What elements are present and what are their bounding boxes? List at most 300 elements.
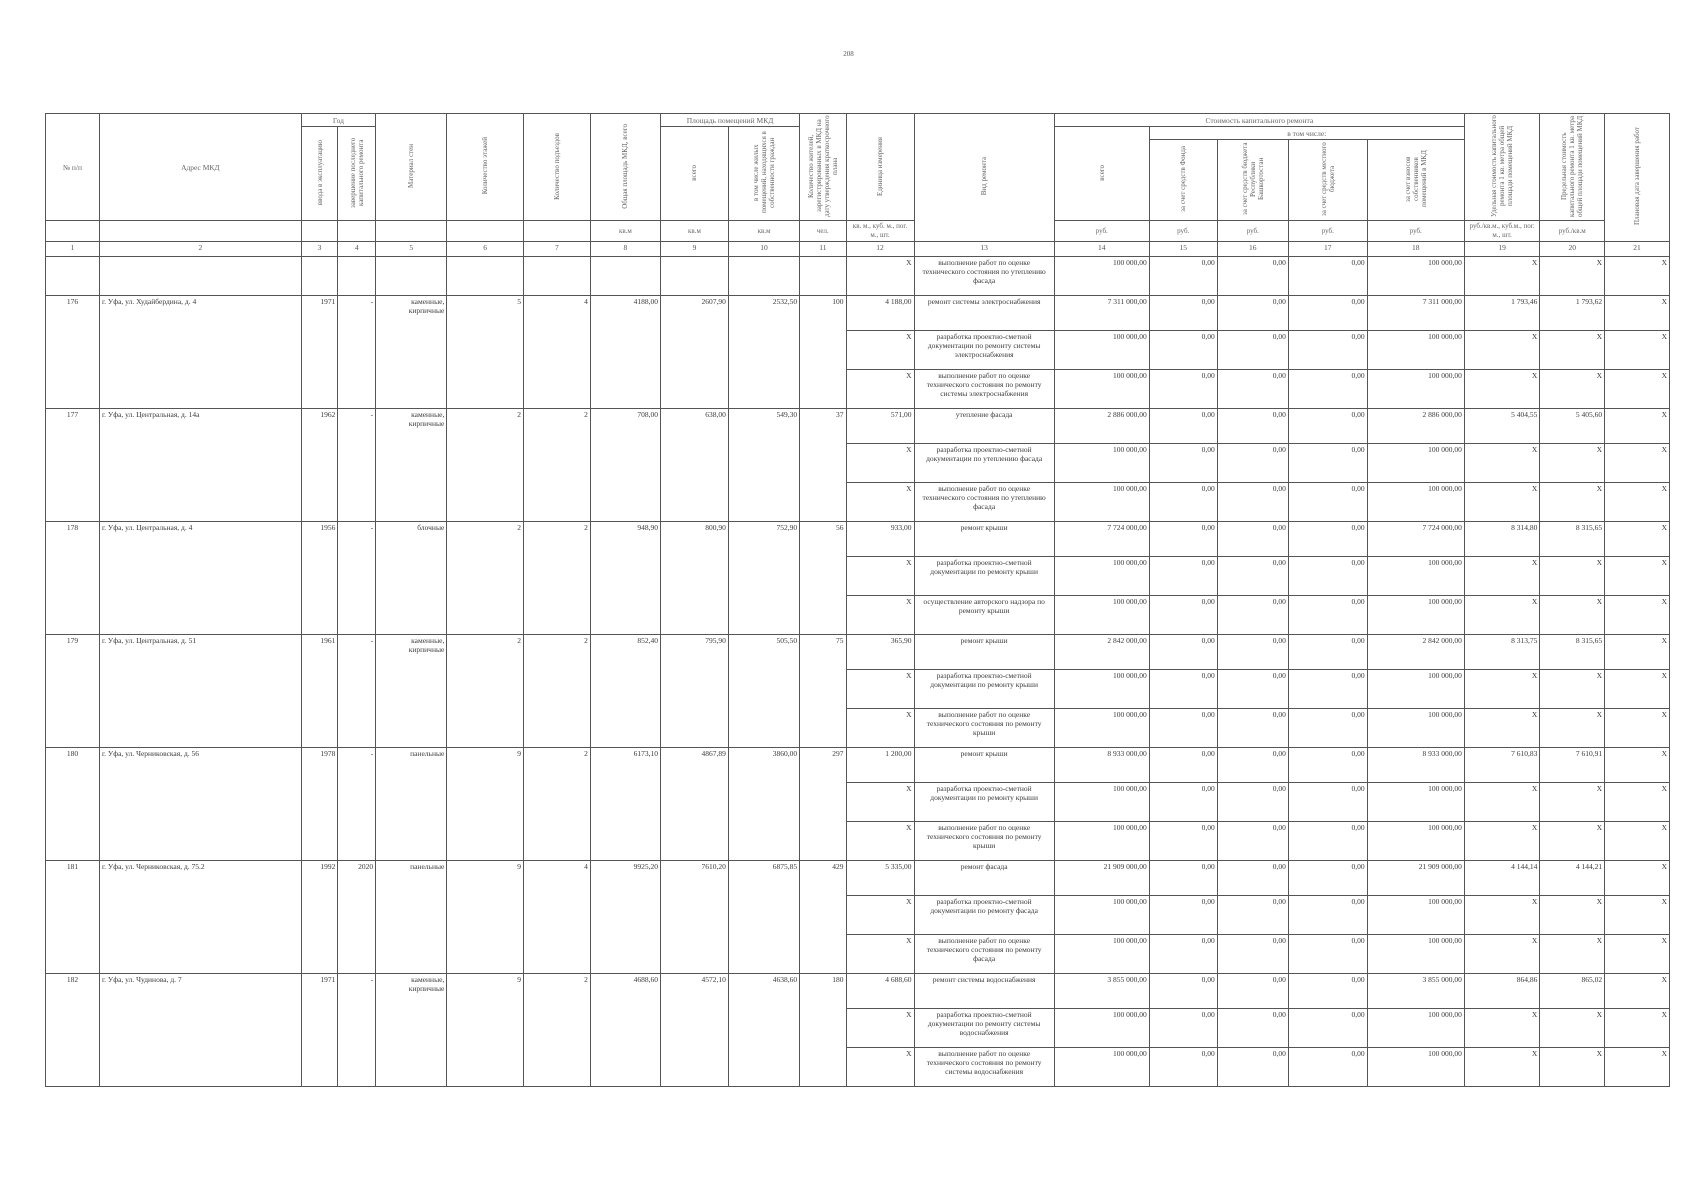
building-year: 1962 [301,409,338,522]
planned-date: X [1605,748,1670,783]
building-year: 1992 [301,861,338,974]
limit-cost: X [1540,1009,1605,1048]
cost-republic: 0,00 [1217,783,1288,822]
table-header [46,114,1670,257]
building-total-area: 948,90 [590,522,660,635]
building-floors: 2 [447,635,524,748]
building-residents: 429 [800,861,846,974]
cost-local: 0,00 [1288,444,1367,483]
building-last-repair: - [338,748,376,861]
planned-date: X [1605,257,1670,296]
building-residents: 56 [800,522,846,635]
work-unit-value: X [846,783,914,822]
col-number: 18 [1367,242,1464,257]
building-material: каменные, кирпичные [376,635,447,748]
cost-owners: 100 000,00 [1367,444,1464,483]
building-premises-area: 795,90 [660,635,728,748]
building-entrances: 2 [523,974,590,1087]
cost-fund: 0,00 [1149,974,1217,1009]
building-row [46,748,1670,783]
col-number: 14 [1054,242,1149,257]
cost-republic: 0,00 [1217,557,1288,596]
building-owned-area: 3860,00 [728,748,799,861]
cost-local: 0,00 [1288,409,1367,444]
cost-owners: 100 000,00 [1367,670,1464,709]
building-total-area: 9925,20 [590,861,660,974]
building-premises-area: 800,90 [660,522,728,635]
cost-total: 100 000,00 [1054,670,1149,709]
building-row [46,635,1670,670]
cost-fund: 0,00 [1149,783,1217,822]
work-unit-value: X [846,935,914,974]
cost-republic: 0,00 [1217,483,1288,522]
cost-owners: 100 000,00 [1367,935,1464,974]
building-residents: 180 [800,974,846,1087]
building-num: 178 [46,522,100,635]
unit-cost: X [1464,709,1540,748]
building-owned-area: 2532,50 [728,296,799,409]
cost-local: 0,00 [1288,935,1367,974]
work-unit-value: 5 335,00 [846,861,914,896]
planned-date: X [1605,370,1670,409]
cost-republic: 0,00 [1217,896,1288,935]
col-number: 10 [728,242,799,257]
hdr-cost-total: всего [1097,164,1106,181]
unit-u16: руб. [1217,221,1288,242]
cost-local: 0,00 [1288,1009,1367,1048]
unit-u20: руб./кв.м [1540,221,1605,242]
cost-owners: 100 000,00 [1367,483,1464,522]
col-number: 9 [660,242,728,257]
limit-cost: X [1540,596,1605,635]
work-unit-value: 365,90 [846,635,914,670]
hdr-num: № п/п [46,114,100,221]
work-type: осуществление авторского надзора по ремонту крыши [914,596,1054,635]
cost-local: 0,00 [1288,822,1367,861]
building-total-area: 852,40 [590,635,660,748]
cost-local: 0,00 [1288,709,1367,748]
unit-cost: X [1464,370,1540,409]
work-type: разработка проектно-сметной документации по ремонту системы водоснабжения [914,1009,1054,1048]
planned-date: X [1605,557,1670,596]
limit-cost: 8 315,65 [1540,635,1605,670]
work-unit-value: X [846,670,914,709]
building-material: блочные [376,522,447,635]
building-material: каменные, кирпичные [376,296,447,409]
unit-cost: X [1464,444,1540,483]
cost-republic: 0,00 [1217,974,1288,1009]
unit-u8: кв.м [590,221,660,242]
cost-fund: 0,00 [1149,557,1217,596]
cost-total: 7 724 000,00 [1054,522,1149,557]
col-number: 19 [1464,242,1540,257]
cost-local: 0,00 [1288,596,1367,635]
cost-fund: 0,00 [1149,370,1217,409]
work-unit-value: X [846,444,914,483]
cost-republic: 0,00 [1217,596,1288,635]
cost-local: 0,00 [1288,783,1367,822]
work-unit-value: X [846,709,914,748]
work-type: выполнение работ по оценке технического состояния по ремонту крыши [914,709,1054,748]
cost-owners: 2 842 000,00 [1367,635,1464,670]
unit-cost: 864,86 [1464,974,1540,1009]
work-unit-value: 571,00 [846,409,914,444]
cost-owners: 7 311 000,00 [1367,296,1464,331]
unit-cost: X [1464,1048,1540,1087]
hdr-floors: Количество этажей [481,137,490,195]
col-number: 4 [338,242,376,257]
cost-total: 100 000,00 [1054,822,1149,861]
unit-cost: X [1464,257,1540,296]
hdr-cost-fund: за счет средств Фонда [1179,146,1188,212]
cost-republic: 0,00 [1217,709,1288,748]
cost-owners: 100 000,00 [1367,822,1464,861]
cost-owners: 21 909 000,00 [1367,861,1464,896]
col-number: 12 [846,242,914,257]
cost-republic: 0,00 [1217,1048,1288,1087]
building-row [46,296,1670,331]
building-floors: 2 [447,409,524,522]
cost-republic: 0,00 [1217,861,1288,896]
cost-fund: 0,00 [1149,444,1217,483]
limit-cost: X [1540,1048,1605,1087]
col-number: 15 [1149,242,1217,257]
hdr-year-commission: ввода в эксплуатацию [315,139,324,206]
cost-total: 8 933 000,00 [1054,748,1149,783]
planned-date: X [1605,409,1670,444]
planned-date: X [1605,974,1670,1009]
building-last-repair: - [338,974,376,1087]
building-premises-area: 4867,89 [660,748,728,861]
work-type: ремонт крыши [914,522,1054,557]
work-unit-value: 1 200,00 [846,748,914,783]
col-number: 5 [376,242,447,257]
unit-cost: X [1464,896,1540,935]
cost-owners: 100 000,00 [1367,783,1464,822]
cost-fund: 0,00 [1149,1048,1217,1087]
planned-date: X [1605,670,1670,709]
limit-cost: X [1540,670,1605,709]
work-type: выполнение работ по оценке технического состояния по ремонту системы электроснабжения [914,370,1054,409]
hdr-unit: Единица измерения [876,136,885,196]
work-type: выполнение работ по оценке технического состояния по ремонту системы водоснабжения [914,1048,1054,1087]
unit-u14: руб. [1054,221,1149,242]
work-type: выполнение работ по оценке технического состояния по утеплению фасада [914,483,1054,522]
planned-date: X [1605,935,1670,974]
unit-cost: 8 313,75 [1464,635,1540,670]
cost-total: 100 000,00 [1054,896,1149,935]
building-address: г. Уфа, ул. Худайбердина, д. 4 [99,296,301,409]
work-type: разработка проектно-сметной документации по ремонту фасада [914,896,1054,935]
limit-cost: X [1540,896,1605,935]
cost-total: 3 855 000,00 [1054,974,1149,1009]
unit-cost: X [1464,670,1540,709]
hdr-work-type: Вид ремонта [980,157,989,196]
building-row [46,974,1670,1009]
hdr-cost-local: за счет средств местного бюджета [1319,142,1336,216]
cost-owners: 2 886 000,00 [1367,409,1464,444]
building-entrances: 2 [523,748,590,861]
hdr-planned-date: Плановая дата завершения работ [1633,127,1642,226]
cost-owners: 8 933 000,00 [1367,748,1464,783]
cost-total: 100 000,00 [1054,557,1149,596]
hdr-wall-material: Материал стен [407,144,416,188]
hdr-year-last-repair: завершение последнего капитального ремонта [348,137,365,208]
cost-local: 0,00 [1288,257,1367,296]
cost-owners: 3 855 000,00 [1367,974,1464,1009]
hdr-entrances: Количество подъездов [552,132,561,200]
building-last-repair: - [338,296,376,409]
building-premises-area: 2607,90 [660,296,728,409]
col-number: 6 [447,242,524,257]
cost-fund: 0,00 [1149,257,1217,296]
hdr-premises-owned: в том числе жилых помещений, находящихся в собственности граждан [752,131,777,214]
unit-u9: кв.м [660,221,728,242]
unit-cost: X [1464,557,1540,596]
cost-fund: 0,00 [1149,635,1217,670]
cost-total: 100 000,00 [1054,783,1149,822]
work-type: выполнение работ по оценке технического состояния по ремонту фасада [914,935,1054,974]
unit-u10: кв.м [728,221,799,242]
cost-republic: 0,00 [1217,257,1288,296]
limit-cost: X [1540,257,1605,296]
unit-cost: X [1464,596,1540,635]
hdr-cost-owners: за счет взносов собственников помещений в МКД [1403,150,1428,208]
building-last-repair: - [338,409,376,522]
work-unit-value: X [846,370,914,409]
building-owned-area: 6875,85 [728,861,799,974]
hdr-year-group: Год [301,114,375,127]
column-number-row [46,242,1670,257]
work-unit-value: 4 188,00 [846,296,914,331]
building-total-area: 4188,00 [590,296,660,409]
col-number: 16 [1217,242,1288,257]
hdr-address: Адрес МКД [99,114,301,221]
work-unit-value: 4 688,60 [846,974,914,1009]
limit-cost: X [1540,444,1605,483]
unit-cost: 8 314,80 [1464,522,1540,557]
planned-date: X [1605,861,1670,896]
cost-fund: 0,00 [1149,596,1217,635]
unit-cost: 4 144,14 [1464,861,1540,896]
building-entrances: 2 [523,409,590,522]
cost-local: 0,00 [1288,748,1367,783]
cost-total: 100 000,00 [1054,257,1149,296]
cost-owners: 100 000,00 [1367,331,1464,370]
cost-fund: 0,00 [1149,296,1217,331]
work-unit-value: X [846,1048,914,1087]
limit-cost: 865,02 [1540,974,1605,1009]
work-unit-value: X [846,257,914,296]
building-num: 181 [46,861,100,974]
cost-total: 100 000,00 [1054,1048,1149,1087]
building-year: 1971 [301,974,338,1087]
cost-fund: 0,00 [1149,670,1217,709]
cost-republic: 0,00 [1217,635,1288,670]
work-type: ремонт системы электроснабжения [914,296,1054,331]
cost-local: 0,00 [1288,331,1367,370]
work-type: утепление фасада [914,409,1054,444]
cost-total: 100 000,00 [1054,483,1149,522]
building-row [46,861,1670,896]
building-entrances: 2 [523,522,590,635]
col-number: 20 [1540,242,1605,257]
building-floors: 9 [447,748,524,861]
cost-fund: 0,00 [1149,483,1217,522]
work-type: разработка проектно-сметной документации по утеплению фасада [914,444,1054,483]
building-owned-area: 505,50 [728,635,799,748]
work-unit-value: X [846,557,914,596]
planned-date: X [1605,822,1670,861]
cost-total: 2 886 000,00 [1054,409,1149,444]
limit-cost: X [1540,783,1605,822]
cost-total: 21 909 000,00 [1054,861,1149,896]
unit-cost: X [1464,822,1540,861]
cost-total: 100 000,00 [1054,444,1149,483]
limit-cost: X [1540,935,1605,974]
planned-date: X [1605,709,1670,748]
cost-local: 0,00 [1288,974,1367,1009]
work-unit-value: X [846,596,914,635]
building-last-repair: 2020 [338,861,376,974]
col-number: 2 [99,242,301,257]
work-type: ремонт системы водоснабжения [914,974,1054,1009]
work-type: ремонт крыши [914,635,1054,670]
building-premises-area: 4572,10 [660,974,728,1087]
building-premises-area: 7610,20 [660,861,728,974]
hdr-premises-group: Площадь помещений МКД [660,114,799,127]
cost-owners: 100 000,00 [1367,896,1464,935]
cost-republic: 0,00 [1217,1009,1288,1048]
cost-republic: 0,00 [1217,296,1288,331]
cost-total: 100 000,00 [1054,596,1149,635]
planned-date: X [1605,296,1670,331]
cost-local: 0,00 [1288,635,1367,670]
building-address: г. Уфа, ул. Черниковская, д. 75.2 [99,861,301,974]
cost-total: 100 000,00 [1054,1009,1149,1048]
carry-over-row [46,257,1670,296]
building-total-area: 4688,60 [590,974,660,1087]
building-address: г. Уфа, ул. Центральная, д. 4 [99,522,301,635]
cost-republic: 0,00 [1217,331,1288,370]
work-type: выполнение работ по оценке технического состояния по утеплению фасада [914,257,1054,296]
unit-u17: руб. [1288,221,1367,242]
building-entrances: 2 [523,635,590,748]
building-num: 179 [46,635,100,748]
limit-cost: X [1540,370,1605,409]
cost-republic: 0,00 [1217,444,1288,483]
building-total-area: 708,00 [590,409,660,522]
building-premises-area: 638,00 [660,409,728,522]
building-floors: 9 [447,861,524,974]
cost-total: 100 000,00 [1054,709,1149,748]
repair-register-table [45,113,1670,1087]
cost-fund: 0,00 [1149,409,1217,444]
building-floors: 2 [447,522,524,635]
cost-local: 0,00 [1288,522,1367,557]
building-year: 1956 [301,522,338,635]
cost-republic: 0,00 [1217,935,1288,974]
cost-fund: 0,00 [1149,331,1217,370]
building-address: г. Уфа, ул. Черниковская, д. 56 [99,748,301,861]
cost-fund: 0,00 [1149,822,1217,861]
cost-local: 0,00 [1288,1048,1367,1087]
limit-cost: X [1540,557,1605,596]
building-year: 1978 [301,748,338,861]
cost-republic: 0,00 [1217,409,1288,444]
cost-fund: 0,00 [1149,896,1217,935]
planned-date: X [1605,483,1670,522]
work-type: разработка проектно-сметной документации по ремонту крыши [914,670,1054,709]
building-floors: 5 [447,296,524,409]
unit-u11: чел. [800,221,846,242]
limit-cost: X [1540,822,1605,861]
building-residents: 37 [800,409,846,522]
work-type: разработка проектно-сметной документации по ремонту системы электроснабжения [914,331,1054,370]
building-last-repair: - [338,522,376,635]
table-body [46,257,1670,1087]
col-number: 1 [46,242,100,257]
hdr-residents: Количество жителей, зарегистрированных в МКД на дату утверждения краткосрочного плана [806,115,839,217]
planned-date: X [1605,444,1670,483]
cost-total: 100 000,00 [1054,370,1149,409]
hdr-cost-republic: за счет средств бюджета Республики Башкортостан [1240,142,1265,216]
building-residents: 75 [800,635,846,748]
building-address: г. Уфа, ул. Центральная, д. 14а [99,409,301,522]
building-material: каменные, кирпичные [376,974,447,1087]
building-address: г. Уфа, ул. Чудинова, д. 7 [99,974,301,1087]
building-residents: 297 [800,748,846,861]
building-num: 177 [46,409,100,522]
unit-cost: X [1464,935,1540,974]
building-year: 1971 [301,296,338,409]
cost-fund: 0,00 [1149,522,1217,557]
cost-fund: 0,00 [1149,709,1217,748]
work-unit-value: X [846,822,914,861]
col-number: 13 [914,242,1054,257]
planned-date: X [1605,522,1670,557]
work-type: ремонт крыши [914,748,1054,783]
unit-cost: 1 793,46 [1464,296,1540,331]
cost-fund: 0,00 [1149,748,1217,783]
unit-u19: руб./кв.м., куб.м., пог. м., шт. [1464,221,1540,242]
building-total-area: 6173,10 [590,748,660,861]
hdr-total-area: Общая площадь МКД, всего [621,123,630,209]
unit-cost: X [1464,783,1540,822]
building-entrances: 4 [523,296,590,409]
unit-u12: кв. м., куб. м., пог. м., шт. [846,221,914,242]
cost-owners: 100 000,00 [1367,1009,1464,1048]
building-residents: 100 [800,296,846,409]
building-owned-area: 549,30 [728,409,799,522]
cost-local: 0,00 [1288,896,1367,935]
cost-fund: 0,00 [1149,935,1217,974]
unit-cost: 7 610,83 [1464,748,1540,783]
planned-date: X [1605,1009,1670,1048]
building-last-repair: - [338,635,376,748]
unit-cost: 5 404,55 [1464,409,1540,444]
building-row [46,522,1670,557]
unit-u18: руб. [1367,221,1464,242]
page-number: 208 [843,50,854,58]
building-year: 1961 [301,635,338,748]
hdr-including: в том числе: [1149,127,1464,140]
cost-republic: 0,00 [1217,522,1288,557]
hdr-unit-cost: Удельная стоимость капитального ремонта 1 кв. метра общей площади помещений МКД [1490,115,1515,217]
cost-republic: 0,00 [1217,370,1288,409]
limit-cost: 8 315,65 [1540,522,1605,557]
building-num: 176 [46,296,100,409]
